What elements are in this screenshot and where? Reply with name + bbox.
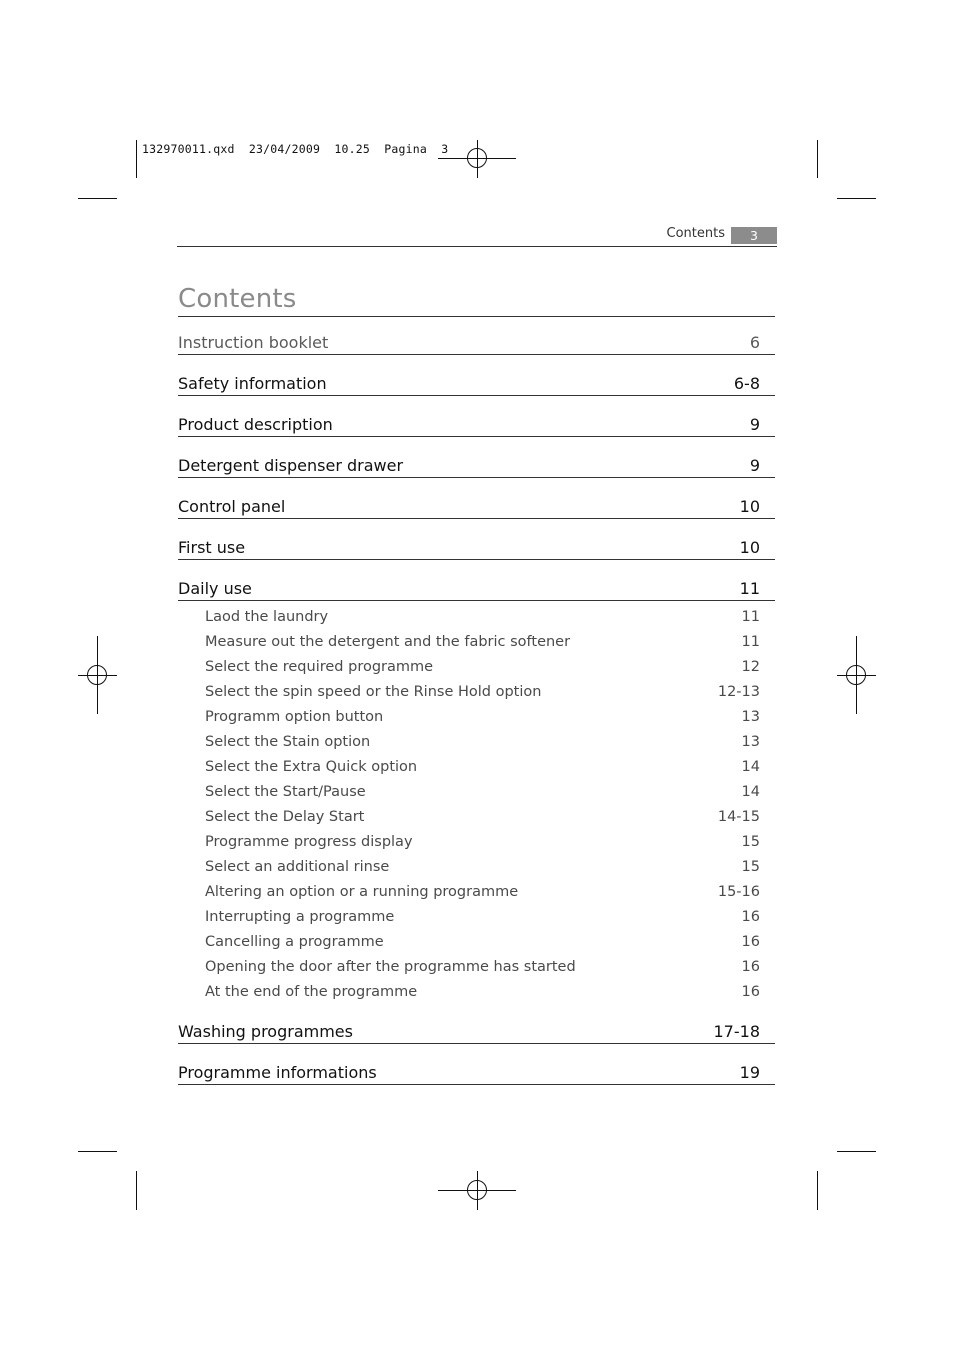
toc-subentry[interactable] xyxy=(178,854,775,879)
toc-entry-page: 17-18 xyxy=(713,1022,760,1041)
toc-entry-daily-use[interactable] xyxy=(178,576,775,601)
toc-subentry[interactable] xyxy=(178,954,775,979)
toc-entry-label: Control panel xyxy=(178,497,286,516)
toc-entry-label: Product description xyxy=(178,415,333,434)
toc-subentry-page: 16 xyxy=(741,908,760,925)
toc-entry-label: Daily use xyxy=(178,579,252,598)
toc-entry-label: Instruction booklet xyxy=(178,333,329,352)
toc-entry-page: 9 xyxy=(749,456,760,475)
toc-subentry-page: 13 xyxy=(741,708,760,725)
registration-circle xyxy=(846,665,866,685)
toc-subentry-label: Select the Stain option xyxy=(205,733,371,750)
toc-entry-safety-information[interactable] xyxy=(178,371,775,396)
toc-entry-label: Safety information xyxy=(178,374,327,393)
toc-subentry-page: 15 xyxy=(741,858,760,875)
toc-subentry[interactable] xyxy=(178,629,775,654)
toc-subentry-page: 12-13 xyxy=(717,683,760,700)
toc-subentry-label: Select the Start/Pause xyxy=(205,783,366,800)
toc-entry-label: Washing programmes xyxy=(178,1022,353,1041)
toc-subentry-label: Laod the laundry xyxy=(205,608,329,625)
toc-subentry[interactable] xyxy=(178,704,775,729)
toc-entry-first-use[interactable] xyxy=(178,535,775,560)
toc-subentry-label: Select the spin speed or the Rinse Hold option xyxy=(205,683,542,700)
toc-subentry[interactable] xyxy=(178,779,775,804)
crop-mark xyxy=(817,140,818,178)
toc-entry-product-description[interactable] xyxy=(178,412,775,437)
toc-entry-page: 11 xyxy=(739,579,760,598)
toc-subentry[interactable] xyxy=(178,929,775,954)
toc-subentry-label: Select the required programme xyxy=(205,658,434,675)
toc-subentry-label: Cancelling a programme xyxy=(205,933,384,950)
toc-entry-detergent-dispenser-drawer[interactable] xyxy=(178,453,775,478)
toc-subentry-page: 14 xyxy=(741,758,760,775)
toc-entry-page: 10 xyxy=(739,497,760,516)
toc-entry-label: First use xyxy=(178,538,246,557)
page-title: Contents xyxy=(178,284,297,314)
toc-subentry[interactable] xyxy=(178,754,775,779)
toc-subentry-label: Programm option button xyxy=(205,708,384,725)
crop-mark xyxy=(78,198,117,199)
toc-subentry[interactable] xyxy=(178,604,775,629)
toc-subentry-label: At the end of the programme xyxy=(205,983,418,1000)
toc-subentry-page: 16 xyxy=(741,958,760,975)
toc-subentry-page: 16 xyxy=(741,983,760,1000)
toc-entry-label: Detergent dispenser drawer xyxy=(178,456,404,475)
toc-subentry-page: 14-15 xyxy=(717,808,760,825)
title-rule xyxy=(178,316,775,317)
toc-entry-page: 10 xyxy=(739,538,760,557)
crop-mark xyxy=(136,140,137,178)
toc-subentry[interactable] xyxy=(178,829,775,854)
crop-mark xyxy=(837,198,876,199)
toc-subentry-page: 16 xyxy=(741,933,760,950)
registration-circle xyxy=(87,665,107,685)
toc-subentry-label: Measure out the detergent and the fabric softener xyxy=(205,633,571,650)
toc-subentry[interactable] xyxy=(178,679,775,704)
toc-entry-page: 19 xyxy=(739,1063,760,1082)
printer-slug: 132970011.qxd 23/04/2009 10.25 Pagina 3 xyxy=(142,142,449,156)
toc-subentry[interactable] xyxy=(178,879,775,904)
toc-subentry[interactable] xyxy=(178,904,775,929)
toc-subentry-label: Altering an option or a running programme xyxy=(205,883,519,900)
toc-subentry-label: Select the Extra Quick option xyxy=(205,758,418,775)
toc-subentry[interactable] xyxy=(178,804,775,829)
toc-subentry-page: 15 xyxy=(741,833,760,850)
toc-subentry-label: Interrupting a programme xyxy=(205,908,395,925)
header-rule xyxy=(177,246,777,247)
running-header-label: Contents xyxy=(666,226,725,241)
toc-entry-page: 9 xyxy=(749,415,760,434)
registration-circle xyxy=(467,148,487,168)
toc-subentry-label: Select the Delay Start xyxy=(205,808,365,825)
toc-subentry-label: Opening the door after the programme has started xyxy=(205,958,576,975)
toc-entry-programme-informations[interactable] xyxy=(178,1060,775,1085)
toc-subentry-page: 11 xyxy=(741,608,760,625)
toc-subentry-page: 13 xyxy=(741,733,760,750)
toc-subentry-page: 15-16 xyxy=(717,883,760,900)
toc-subentry-label: Programme progress display xyxy=(205,833,413,850)
page-number-badge: 3 xyxy=(731,227,777,244)
toc-entry-page: 6-8 xyxy=(733,374,760,393)
toc-entry-label: Programme informations xyxy=(178,1063,377,1082)
toc-entry-control-panel[interactable] xyxy=(178,494,775,519)
toc-entry-page: 6 xyxy=(749,333,760,352)
toc-subentry[interactable] xyxy=(178,979,775,1004)
toc-subentry[interactable] xyxy=(178,654,775,679)
toc-subentry[interactable] xyxy=(178,729,775,754)
daily-use-subentries xyxy=(178,601,775,1009)
crop-mark xyxy=(837,1151,876,1152)
toc-entry-instruction-booklet[interactable] xyxy=(178,330,775,355)
toc-subentry-page: 12 xyxy=(741,658,760,675)
crop-mark xyxy=(136,1171,137,1210)
toc-entry-washing-programmes[interactable] xyxy=(178,1019,775,1044)
registration-circle xyxy=(467,1180,487,1200)
crop-mark xyxy=(817,1171,818,1210)
toc-subentry-page: 11 xyxy=(741,633,760,650)
table-of-contents xyxy=(178,330,775,1085)
crop-mark xyxy=(78,1151,117,1152)
toc-subentry-page: 14 xyxy=(741,783,760,800)
toc-subentry-label: Select an additional rinse xyxy=(205,858,390,875)
